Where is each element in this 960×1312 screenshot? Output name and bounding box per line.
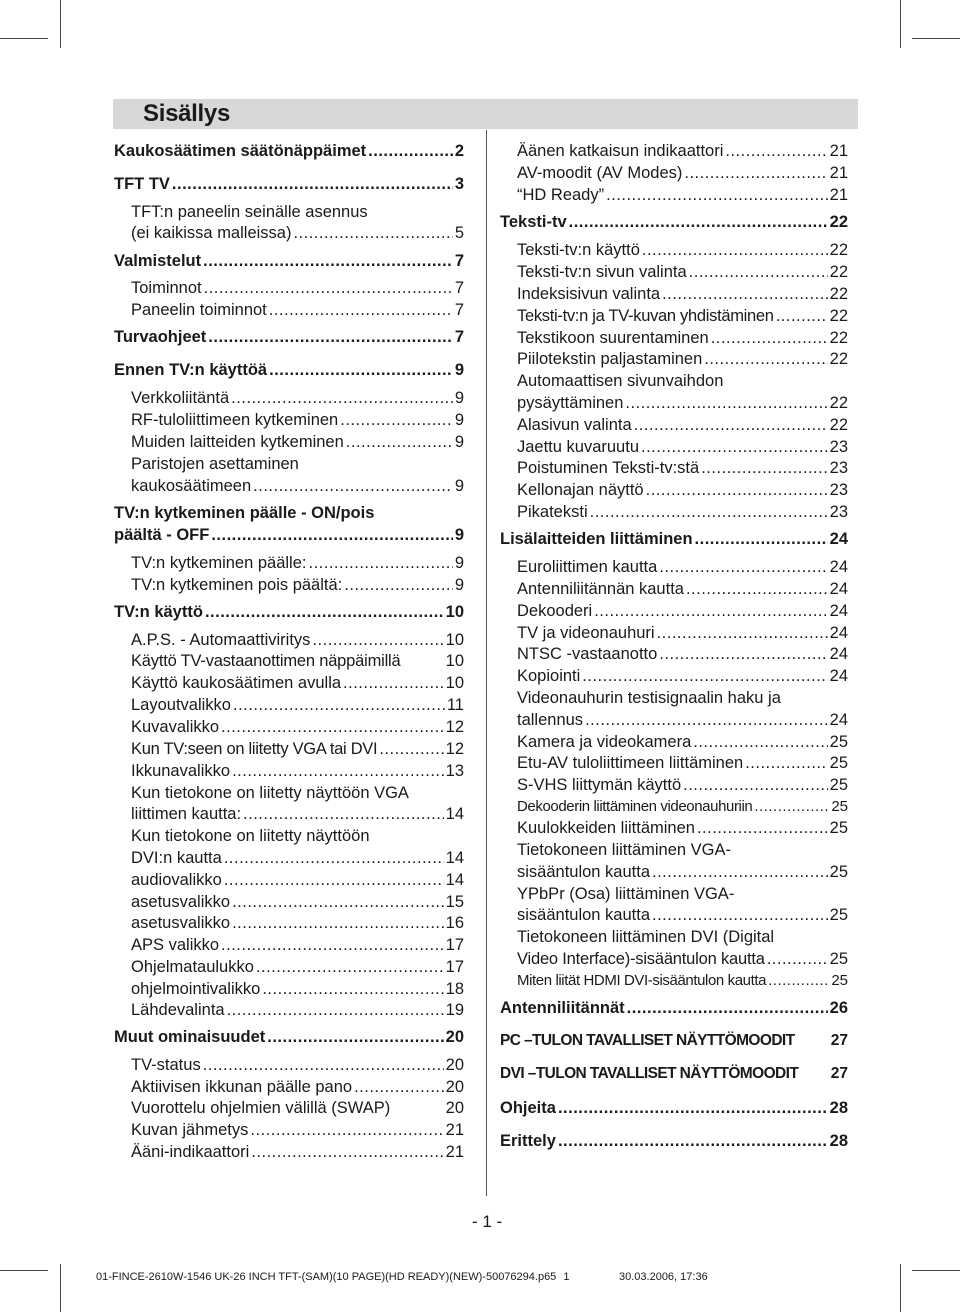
crop-mark: [60, 0, 61, 48]
crop-mark: [900, 0, 901, 48]
toc-entry[interactable]: asetusvalikko ..... 16: [131, 912, 464, 934]
toc-entry-line[interactable]: Tietokoneen liittäminen DVI (Digital: [517, 928, 775, 946]
toc-entry[interactable]: audiovalikko ..... 14: [131, 869, 464, 891]
toc-entry[interactable]: sisääntulon kautta ..... 25: [517, 861, 848, 883]
footer-page: 1: [563, 1271, 570, 1283]
toc-entry[interactable]: Turvaohjeet ..... 7: [114, 326, 464, 348]
toc-entry[interactable]: Äänen katkaisun indikaattori ..... 21: [517, 140, 848, 162]
toc-entry[interactable]: Aktiivisen ikkunan päälle pano ..... 20: [131, 1076, 464, 1098]
toc-entry[interactable]: Muut ominaisuudet ..... 20: [114, 1026, 464, 1048]
toc-entry-line[interactable]: TFT:n paneelin seinälle asennus: [131, 203, 368, 221]
toc-entry[interactable]: Kun TV:seen on liitetty VGA tai DVI ..... 12: [131, 738, 464, 760]
toc-entry[interactable]: Kuvavalikko ..... 12: [131, 716, 464, 738]
toc-entry[interactable]: TV:n käyttö ..... 10: [114, 601, 464, 623]
toc-entry[interactable]: TV:n kytkeminen päälle: ..... 9: [131, 552, 464, 574]
toc-entry[interactable]: Paneelin toiminnot ..... 7: [131, 299, 464, 321]
toc-entry-line[interactable]: Automaattisen sivunvaihdon: [517, 372, 724, 390]
toc-entry[interactable]: Etu-AV tuloliittimeen liittäminen ..... 25: [517, 752, 848, 774]
toc-entry[interactable]: Lisälaitteiden liittäminen ..... 24: [500, 528, 848, 550]
toc-entry[interactable]: pysäyttäminen ..... 22: [517, 392, 848, 414]
toc-entry[interactable]: Ääni-indikaattori ..... 21: [131, 1141, 464, 1163]
toc-entry[interactable]: Käyttö TV-vastaanottimen näppäimillä 10: [131, 652, 464, 670]
toc-entry[interactable]: Kuvan jähmetys ..... 21: [131, 1119, 464, 1141]
toc-entry[interactable]: Pikateksti ..... 23: [517, 501, 848, 523]
page-number: - 1 -: [472, 1212, 503, 1231]
toc-entry[interactable]: Jaettu kuvaruutu ..... 23: [517, 436, 848, 458]
toc-entry[interactable]: Kuulokkeiden liittäminen ..... 25: [517, 817, 848, 839]
toc-entry[interactable]: A.P.S. - Automaattiviritys ..... 10: [131, 629, 464, 651]
toc-entry[interactable]: Erittely ..... 28: [500, 1130, 848, 1152]
toc-entry[interactable]: Dekooderin liittäminen videonauhuriin ..... 25: [517, 796, 848, 818]
toc-entry[interactable]: Kellonajan näyttö ..... 23: [517, 479, 848, 501]
toc-entry[interactable]: S-VHS liittymän käyttö ..... 25: [517, 774, 848, 796]
toc-entry[interactable]: Käyttö kaukosäätimen avulla ..... 10: [131, 672, 464, 694]
toc-entry-line[interactable]: YPbPr (Osa) liittäminen VGA-: [517, 885, 735, 903]
toc-entry[interactable]: Video Interface)-sisääntulon kautta ..... 25: [517, 948, 848, 970]
toc-entry[interactable]: Layoutvalikko ..... 11: [131, 694, 464, 716]
toc-entry[interactable]: Indeksisivun valinta ..... 22: [517, 283, 848, 305]
toc-entry[interactable]: Antenniliitännän kautta ..... 24: [517, 578, 848, 600]
toc-entry[interactable]: Piilotekstin paljastaminen ..... 22: [517, 348, 848, 370]
footer-filename: 01-FINCE-2610W-1546 UK-26 INCH TFT-(SAM)(10 PAGE)(HD READY)(NEW)-50076294.p65: [96, 1271, 557, 1283]
toc-entry[interactable]: Muiden laitteiden kytkeminen ..... 9: [131, 431, 464, 453]
toc-entry-line[interactable]: Videonauhurin testisignaalin haku ja: [517, 689, 781, 707]
toc-entry[interactable]: Valmistelut ..... 7: [114, 250, 464, 272]
toc-entry[interactable]: APS valikko ..... 17: [131, 934, 464, 956]
crop-mark: [912, 38, 960, 39]
toc-entry[interactable]: AV-moodit (AV Modes) ..... 21: [517, 162, 848, 184]
footer-datetime: 30.03.2006, 17:36: [619, 1271, 708, 1283]
toc-entry-line[interactable]: TV:n kytkeminen päälle - ON/pois: [114, 504, 375, 522]
print-footer: [96, 1271, 708, 1283]
toc-entry[interactable]: TV ja videonauhuri ..... 24: [517, 622, 848, 644]
toc-entry[interactable]: DVI –TULON TAVALLISET NÄYTTÖMOODIT 27: [500, 1065, 848, 1082]
toc-entry[interactable]: TV-status ..... 20: [131, 1054, 464, 1076]
toc-entry[interactable]: Teksti-tv:n ja TV-kuvan yhdistäminen ..... 22: [517, 305, 848, 327]
toc-entry[interactable]: Teksti-tv ..... 22: [500, 211, 848, 233]
toc-entry[interactable]: Poistuminen Teksti-tv:stä ..... 23: [517, 457, 848, 479]
page-title: Sisällys: [143, 100, 231, 127]
toc-entry[interactable]: Kopiointi ..... 24: [517, 665, 848, 687]
toc-entry[interactable]: Ikkunavalikko ..... 13: [131, 760, 464, 782]
toc-entry[interactable]: tallennus ..... 24: [517, 709, 848, 731]
toc-entry[interactable]: Vuorottelu ohjelmien välillä (SWAP) 20: [131, 1099, 464, 1117]
toc-entry[interactable]: Dekooderi ..... 24: [517, 600, 848, 622]
toc-entry[interactable]: Antenniliitännät ..... 26: [500, 997, 848, 1019]
toc-entry[interactable]: Alasivun valinta ..... 22: [517, 414, 848, 436]
toc-entry[interactable]: TV:n kytkeminen pois päältä: ..... 9: [131, 574, 464, 596]
crop-mark: [60, 1264, 61, 1312]
toc-entry[interactable]: (ei kaikissa malleissa) ..... 5: [131, 222, 464, 244]
toc-entry[interactable]: Teksti-tv:n sivun valinta ..... 22: [517, 261, 848, 283]
toc-entry[interactable]: sisääntulon kautta ..... 25: [517, 904, 848, 926]
toc-entry[interactable]: TFT TV ..... 3: [114, 173, 464, 195]
toc-entry[interactable]: Tekstikoon suurentaminen ..... 22: [517, 327, 848, 349]
toc-entry[interactable]: Ohjeita ..... 28: [500, 1097, 848, 1119]
crop-mark: [912, 1270, 960, 1271]
toc-entry[interactable]: liittimen kautta: ..... 14: [131, 803, 464, 825]
toc-entry-line[interactable]: Paristojen asettaminen: [131, 455, 299, 473]
toc-entry[interactable]: PC –TULON TAVALLISET NÄYTTÖMOODIT 27: [500, 1032, 848, 1049]
toc-entry[interactable]: asetusvalikko ..... 15: [131, 891, 464, 913]
toc-entry[interactable]: “HD Ready” ..... 21: [517, 184, 848, 206]
toc-entry[interactable]: NTSC -vastaanotto ..... 24: [517, 643, 848, 665]
toc-entry[interactable]: Kaukosäätimen säätönäppäimet ..... 2: [114, 140, 464, 162]
toc-entry-line[interactable]: Kun tietokone on liitetty näyttöön VGA: [131, 784, 409, 802]
toc-entry[interactable]: Euroliittimen kautta ..... 24: [517, 556, 848, 578]
toc-entry[interactable]: ohjelmointivalikko ..... 18: [131, 978, 464, 1000]
toc-entry[interactable]: Ennen TV:n käyttöä ..... 9: [114, 359, 464, 381]
crop-mark: [0, 38, 48, 39]
toc-entry[interactable]: RF-tuloliittimeen kytkeminen ..... 9: [131, 409, 464, 431]
toc-entry[interactable]: päältä - OFF ..... 9: [114, 524, 464, 546]
column-divider: [486, 130, 487, 1196]
toc-entry-line[interactable]: Tietokoneen liittäminen VGA-: [517, 841, 731, 859]
toc-entry[interactable]: Miten liität HDMI DVI-sisääntulon kautta ..... 25: [517, 970, 848, 992]
toc-entry[interactable]: Teksti-tv:n käyttö ..... 22: [517, 239, 848, 261]
crop-mark: [900, 1264, 901, 1312]
toc-entry[interactable]: Verkkoliitäntä ..... 9: [131, 387, 464, 409]
toc-entry[interactable]: DVI:n kautta ..... 14: [131, 847, 464, 869]
toc-entry-line[interactable]: Kun tietokone on liitetty näyttöön: [131, 827, 370, 845]
toc-entry[interactable]: Toiminnot ..... 7: [131, 277, 464, 299]
toc-entry[interactable]: Lähdevalinta ..... 19: [131, 999, 464, 1021]
toc-entry[interactable]: Kamera ja videokamera ..... 25: [517, 731, 848, 753]
crop-mark: [0, 1270, 48, 1271]
toc-entry[interactable]: kaukosäätimeen ..... 9: [131, 475, 464, 497]
toc-entry[interactable]: Ohjelmataulukko ..... 17: [131, 956, 464, 978]
